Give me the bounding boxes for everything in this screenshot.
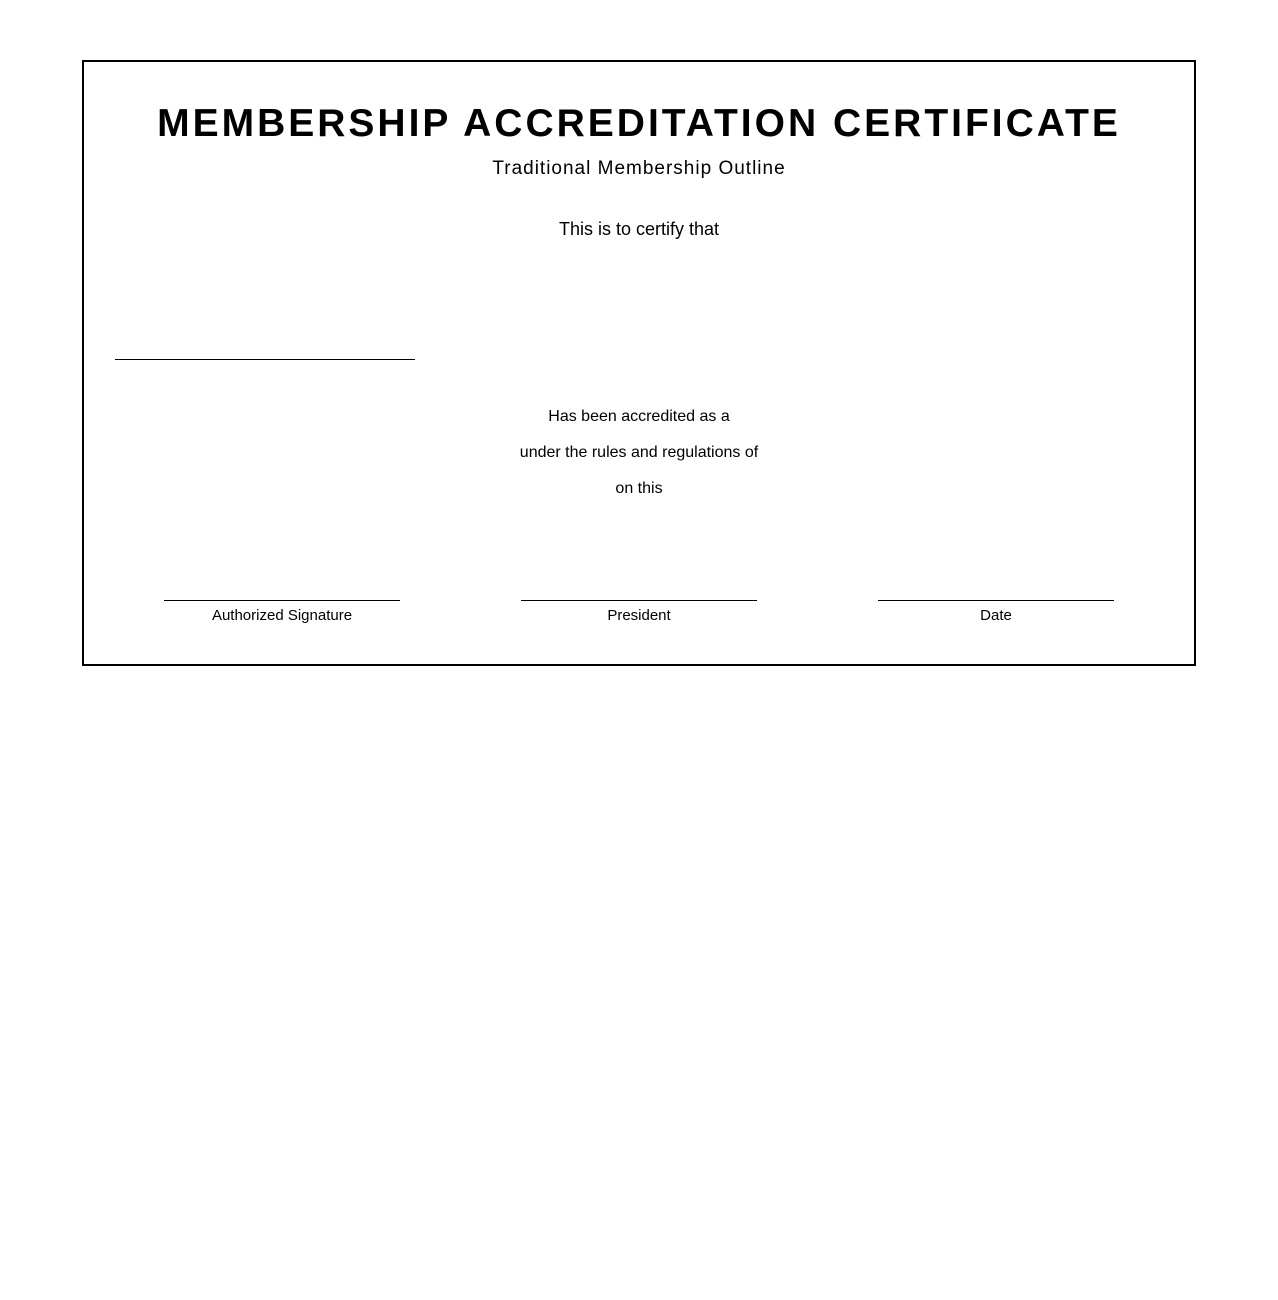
on-this-line: on this — [615, 480, 663, 497]
signature-line — [878, 600, 1114, 601]
signature-label: President — [607, 607, 671, 624]
authorized-signature-block — [164, 600, 400, 624]
president-signature-block — [521, 600, 757, 624]
certificate-title: MEMBERSHIP ACCREDITATION CERTIFICATE — [157, 102, 1121, 145]
certify-text: This is to certify that — [558, 219, 720, 239]
accredited-as-line: Has been accredited as a — [548, 408, 730, 425]
date-block — [878, 600, 1114, 624]
accreditation-text — [84, 399, 1194, 507]
signature-line — [164, 600, 400, 601]
signature-label: Authorized Signature — [211, 607, 353, 624]
certificate-frame — [82, 60, 1196, 666]
recipient-name-line — [115, 359, 415, 360]
signature-line — [521, 600, 757, 601]
certificate-subtitle: Traditional Membership Outline — [492, 158, 786, 179]
rules-line: under the rules and regulations of — [519, 444, 759, 461]
signature-label: Date — [980, 607, 1012, 624]
